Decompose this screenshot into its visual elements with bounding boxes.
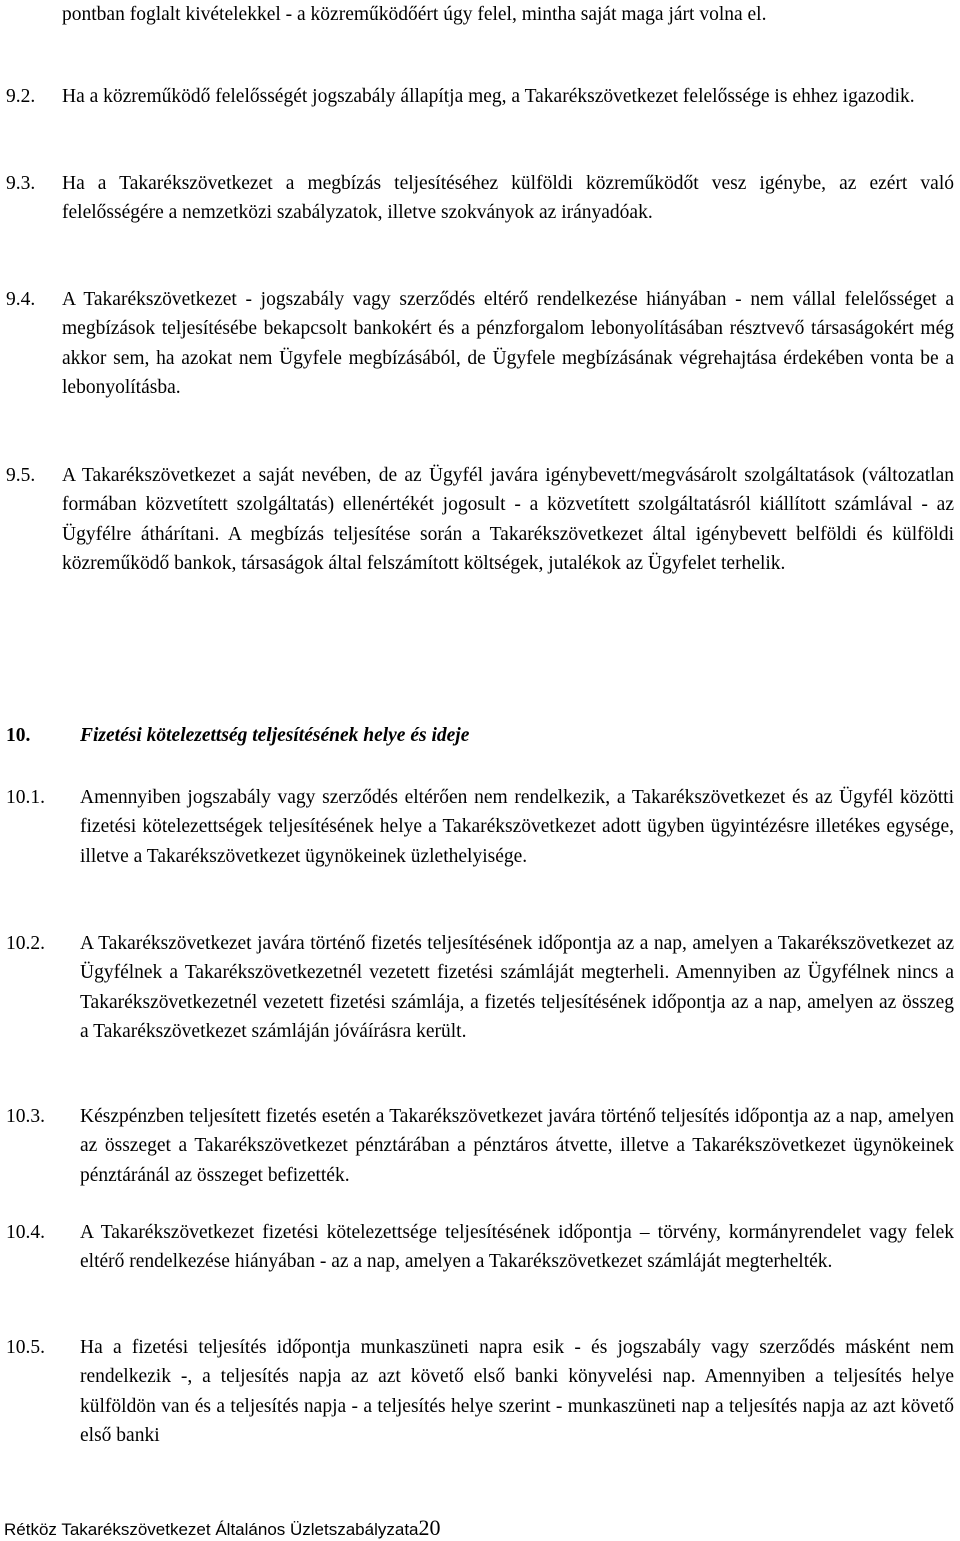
paragraph-text: Amennyiben jogszabály vagy szerződés eltérően nem rendelkezik, a Takarékszövetkezet és az Ügyfél közötti fizetési kötelezettségek teljesítésének helye a Takarékszövetkezet adott ügyben ügyintézésre illetékes egysége, illetve a Takarékszövetkezet ügynökeinek üzlethelyisége. xyxy=(80,787,954,867)
paragraph-10-1 xyxy=(6,783,954,871)
paragraph-text: pontban foglalt kivételekkel - a közreműködőért úgy felel, mintha saját maga járt volna el. xyxy=(62,4,767,25)
paragraph-10-2 xyxy=(6,929,954,1046)
paragraph-number: 10.1. xyxy=(6,787,45,808)
paragraph-number: 9.3. xyxy=(6,173,36,194)
paragraph-number: 10.5. xyxy=(6,1337,45,1358)
paragraph-10-4 xyxy=(6,1218,954,1277)
paragraph-text: Ha a Takarékszövetkezet a megbízás teljesítéséhez külföldi közreműködőt vesz igénybe, az ezért való felelősségére a nemzetközi szabályzatok, illetve szokványok az irányadóak. xyxy=(62,173,954,224)
paragraph-number: 10.4. xyxy=(6,1222,45,1243)
paragraph-text: A Takarékszövetkezet fizetési kötelezettsége teljesítésének időpontja – törvény, kormányrendelet vagy felek eltérő rendelkezése hiányában - az a nap, amelyen a Takarékszövetkezet számláját megterhelték. xyxy=(80,1222,954,1273)
footer-document-title: Rétköz Takarékszövetkezet Általános Üzletszabályzata xyxy=(4,1520,419,1539)
paragraph-text: Ha a fizetési teljesítés időpontja munkaszüneti napra esik - és jogszabály vagy szerződés másként nem rendelkezik -, a teljesítés napja az azt követő első banki könyvelési nap. Amennyiben a teljesítés helye külföldön van és a teljesítés napja - a teljesítés helye szerint - munkaszüneti nap a teljesítés napja az azt követő első banki xyxy=(80,1337,954,1446)
paragraph-10-3 xyxy=(6,1102,954,1190)
page-number: 20 xyxy=(418,1515,441,1540)
paragraph-9-1-continuation xyxy=(6,0,954,29)
section-title: Fizetési kötelezettség teljesítésének helye és ideje xyxy=(80,725,470,746)
paragraph-10-5 xyxy=(6,1333,954,1450)
section-heading xyxy=(6,721,954,750)
paragraph-number: 9.2. xyxy=(6,86,36,107)
paragraph-text: A Takarékszövetkezet javára történő fizetés teljesítésének időpontja az a nap, amelyen a Takarékszövetkezet az Ügyfélnek a Takarékszövetkezetnél vezetett fizetési számláját megterheli. Amennyiben az Ügyfélnek nincs a Takarékszövetkezetnél vezetett fizetési számlája, a fizetés teljesítésének időpontja az a nap, amelyen az összeg a Takarékszövetkezet számláján jóváírásra került. xyxy=(80,933,954,1042)
paragraph-number: 10.3. xyxy=(6,1106,45,1127)
paragraph-text: A Takarékszövetkezet a saját nevében, de az Ügyfél javára igénybevett/megvásárolt szolgáltatások (változatlan formában közvetített szolgáltatás) ellenértékét jogosult - a közvetített szolgáltatásról kiállított számlával - az Ügyfélre áthárítani. A megbízás teljesítése során a Takarékszövetkezet által igénybevett belföldi és külföldi közreműködő bankok, társaságok által felszámított költségek, jutalékok az Ügyfelet terhelik. xyxy=(62,465,954,574)
page-footer xyxy=(4,1517,441,1541)
paragraph-number: 9.4. xyxy=(6,289,36,310)
paragraph-number: 9.5. xyxy=(6,465,36,486)
section-number: 10. xyxy=(6,725,31,746)
paragraph-9-2 xyxy=(6,82,954,111)
paragraph-number: 10.2. xyxy=(6,933,45,954)
paragraph-text: A Takarékszövetkezet - jogszabály vagy szerződés eltérő rendelkezése hiányában - nem vállal felelősséget a megbízások teljesítésébe bekapcsolt bankokért és a pénzforgalom lebonyolításában résztvevő társaságokért még akkor sem, ha azokat nem Ügyfele megbízásából, de Ügyfele megbízásának végrehajtása érdekében vonta be a lebonyolításba. xyxy=(62,289,954,398)
paragraph-text: Ha a közreműködő felelősségét jogszabály állapítja meg, a Takarékszövetkezet felelőssége is ehhez igazodik. xyxy=(62,86,915,107)
paragraph-9-3 xyxy=(6,169,954,228)
paragraph-9-5 xyxy=(6,461,954,578)
paragraph-text: Készpénzben teljesített fizetés esetén a Takarékszövetkezet javára történő teljesítés időpontja az a nap, amelyen az összeget a Takarékszövetkezet pénztárában a pénztáros átvette, illetve a Takarékszövetkezet ügynökeinek pénztáránál az összeget befizették. xyxy=(80,1106,954,1186)
paragraph-9-4 xyxy=(6,285,954,402)
